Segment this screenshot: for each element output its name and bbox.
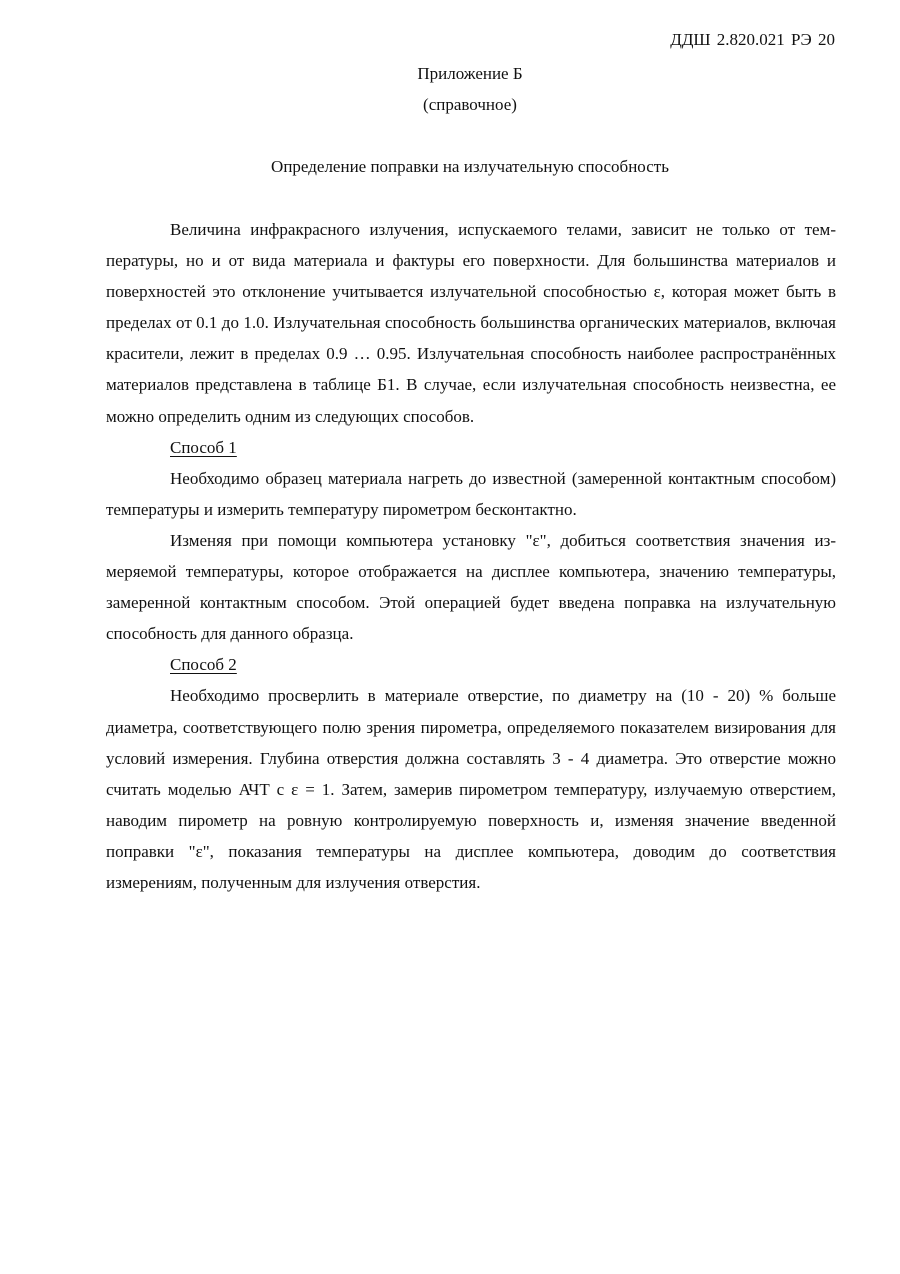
method-1-paragraph-2: Изменяя при помощи компьютера установку "ε", добиться соответствия значения измеряемой температуры, которое отображается на дисплее компьютера, значению температуры, замеренной контактным способом. Этой операцией будет введена поправка на излучательную способность для данного образца. — [106, 530, 836, 644]
document-body — [106, 214, 836, 898]
appendix-subtitle: (справочное) — [423, 95, 517, 114]
method-2-paragraph-1: Необходимо просверлить в материале отверстие, по диаметру на (10 - 20) % больше диаметра, соответствующего полю зрения пирометра, определяемого показателем визирования для условий измерения. Глубина отверстия должна составлять 3 - 4 диаметра. Это отверстие можно считать моделью АЧТ с ε = 1. Затем, замерив пирометром температуру, излучаемую отверстием, наводим пирометр на ровную контролируемую поверхность и, изменяя значение введенной поправки "ε", показания температуры на дисплее компьютера, доводим до соответствия измерениям, полученным для излучения отверстия. — [106, 686, 836, 892]
appendix-title: Приложение Б — [417, 64, 523, 83]
method-2-heading: Способ 2 — [170, 655, 237, 675]
document-code: ДДШ 2.820.021 РЭ 20 — [670, 30, 835, 49]
intro-paragraph: Величина инфракрасного излучения, испускаемого телами, зависит не только от температуры, но и от вида материала и фактуры его поверхности. Для большинства материалов и поверхностей это отклонение учитывается излучательной способностью ε, которая может быть в пределах от 0.1 до 1.0. Излучательная способность большинства органических материалов, включая красители, лежит в пределах 0.9 … 0.95. Излучательная способность наиболее распространённых материалов представлена в таблице Б1. В случае, если излучательная способность неизвестна, ее можно определить одним из следующих способов. — [106, 220, 836, 426]
method-1-paragraph-1: Необходимо образец материала нагреть до известной (замеренной контактным способом) температуры и измерить температуру пирометром бесконтактно. — [106, 468, 836, 519]
section-heading: Определение поправки на излучательную способность — [271, 157, 669, 176]
method-1-heading: Способ 1 — [170, 437, 237, 457]
